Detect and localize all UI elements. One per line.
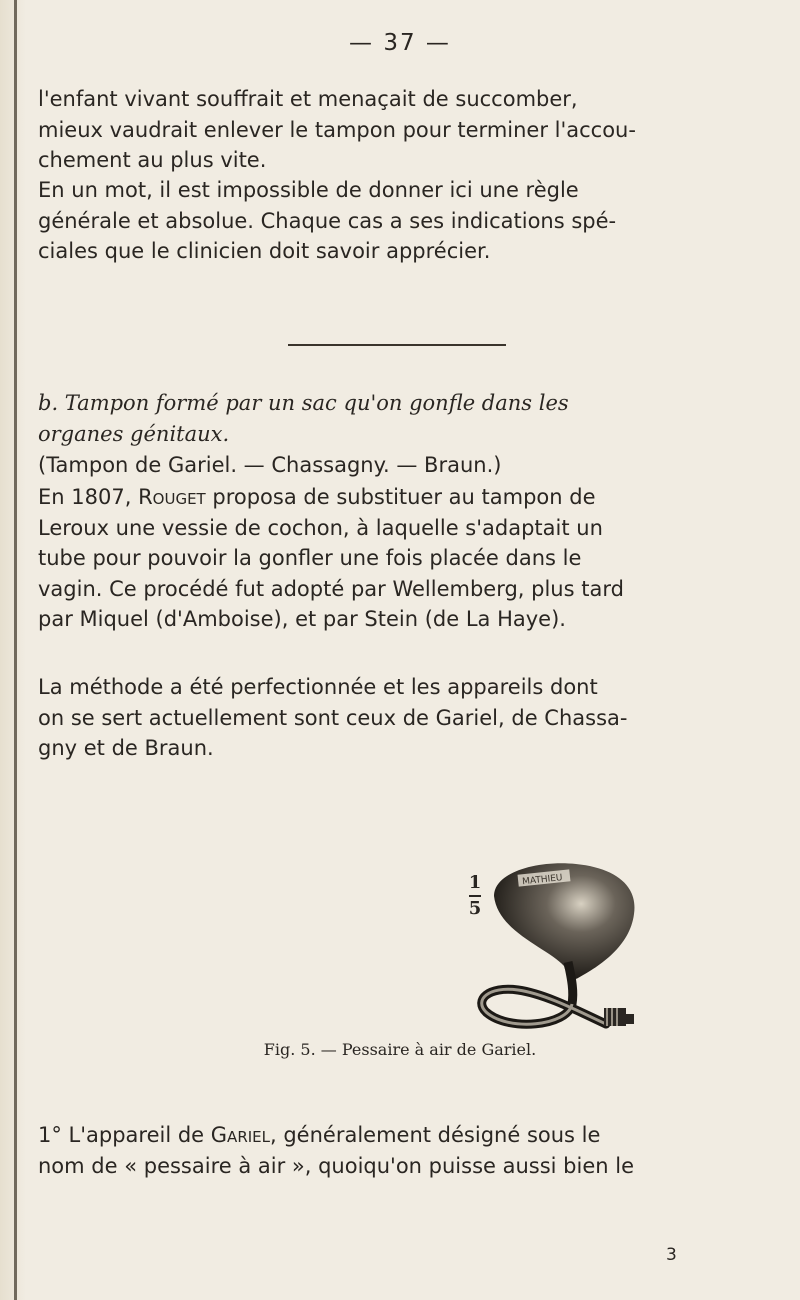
text-line: (Tampon de Gariel. — Chassagny. — Braun.)	[38, 453, 502, 477]
text-line: gny et de Braun.	[38, 736, 214, 760]
text-line: nom de « pessaire à air », quoiqu'on puisse aussi bien le	[38, 1153, 635, 1178]
section-divider	[288, 344, 506, 346]
text-line: tube pour pouvoir la gonfler une fois placée dans le	[38, 546, 582, 570]
text-line: vagin. Ce procédé fut adopté par Wellemberg, plus tard	[38, 576, 624, 601]
paragraph-4	[38, 482, 778, 635]
paragraph-1	[38, 84, 778, 176]
valve-fitting	[604, 1008, 634, 1026]
pessary-illustration	[468, 862, 698, 1034]
section-heading	[38, 388, 778, 449]
text-line	[38, 482, 778, 513]
text-run: En 1807,	[38, 485, 139, 509]
paragraph-3	[38, 450, 778, 481]
author-name: Gariel	[210, 1123, 270, 1147]
text-line: ciales que le clinicien doit savoir apprécier.	[38, 239, 491, 263]
text-line: l'enfant vivant souffrait et menaçait de succomber,	[38, 87, 578, 111]
text-run: 1° L'appareil de	[38, 1123, 211, 1147]
figure-caption: Fig. 5. — Pessaire à air de Gariel.	[263, 1040, 537, 1059]
text-line: chement au plus vite.	[38, 148, 267, 172]
text-line: La méthode a été perfectionnée et les appareils dont	[38, 675, 598, 699]
heading-line: organes génitaux.	[38, 421, 230, 446]
paragraph-2	[38, 175, 778, 267]
text-line: Leroux une vessie de cochon, à laquelle s'adaptait un	[38, 515, 603, 540]
text-line: par Miquel (d'Amboise), et par Stein (de La Haye).	[38, 607, 566, 631]
paragraph-5	[38, 672, 778, 764]
author-name: Rouget	[138, 485, 206, 509]
signature-mark: 3	[666, 1245, 677, 1265]
text-line: on se sert actuellement sont ceux de Gariel, de Chassa-	[38, 705, 628, 730]
bag-neck	[568, 962, 573, 1004]
scale-numerator: 1	[468, 872, 482, 893]
maker-stamp-text: MATHIEU	[521, 873, 564, 888]
text-run: , généralement désigné sous le	[270, 1123, 601, 1147]
text-line: générale et absolue. Chaque cas a ses indications spé-	[38, 208, 617, 233]
text-line	[38, 1120, 778, 1151]
scale-denominator: 5	[468, 898, 482, 919]
heading-line: b. Tampon formé par un sac qu'on gonfle dans les	[38, 391, 569, 415]
text-line: mieux vaudrait enlever le tampon pour terminer l'accou-	[38, 117, 636, 142]
text-line: En un mot, il est impossible de donner ici une règle	[38, 178, 579, 202]
binding-shadow	[14, 0, 17, 1300]
page-edge	[0, 0, 26, 1300]
page-number: — 37 —	[349, 30, 451, 56]
paragraph-6	[38, 1120, 778, 1181]
text-run: proposa de substituer au tampon de	[205, 485, 596, 509]
